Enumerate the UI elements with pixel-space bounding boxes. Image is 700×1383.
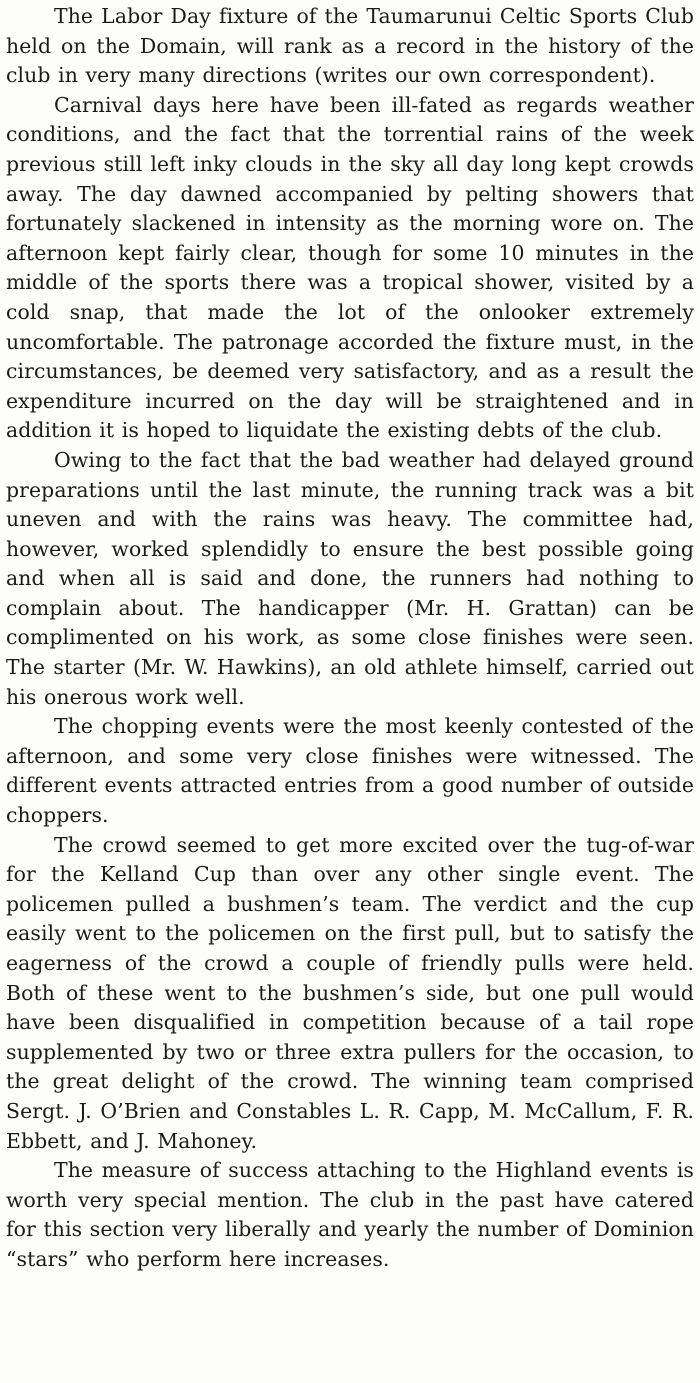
- paragraph-weather-conditions: Carnival days here have been ill-fated as regards weather conditions, and the fact that the torrential rains of the week previous still left inky clouds in the sky all day long kept crowds away. The day dawned accompanied by pelting showers that fortunately slackened in intensity as the morning wore on. The afternoon kept fairly clear, though for some 10 minutes in the middle of the sports there was a tropical shower, visited by a cold snap, that made the lot of the onlooker extremely uncomfortable. The patronage accorded the fixture must, in the circumstances, be deemed very satisfactory, and as a result the expenditure incurred on the day will be straightened and in addition it is hoped to liquidate the existing debts of the club.: [6, 92, 694, 443]
- paragraph-chopping-events: The chopping events were the most keenly contested of the afternoon, and some very close finishes were witnessed. The different events attracted entries from a good number of outside choppers.: [6, 714, 694, 828]
- paragraph-labor-day-fixture: The Labor Day fixture of the Taumarunui Celtic Sports Club held on the Domain, will rank as a record in the history of the club in very many directions (writes our own correspondent).: [6, 4, 694, 88]
- paragraph-tug-of-war: The crowd seemed to get more excited over the tug-of-war for the Kelland Cup than over any other single event. The policemen pulled a bushmen’s team. The verdict and the cup easily went to the policemen on the first pull, but to satisfy the eagerness of the crowd a couple of friendly pulls were held. Both of these went to the bushmen’s side, but one pull would have been disqualified in competition because of a tail rope supplemented by two or three extra pullers for the occasion, to the great delight of the crowd. The winning team comprised Sergt. J. O’Brien and Constables L. R. Capp, M. McCallum, F. R. Ebbett, and J. Mahoney.: [6, 832, 694, 1153]
- paragraph-running-track: Owing to the fact that the bad weather had delayed ground preparations until the last minute, the running track was a bit uneven and with the rains was heavy. The committee had, however, worked splendidly to ensure the best possible going and when all is said and done, the runners had nothing to complain about. The handicapper (Mr. H. Grattan) can be complimented on his work, as some close finishes were seen. The starter (Mr. W. Hawkins), an old athlete himself, carried out his onerous work well.: [6, 447, 694, 709]
- paragraph-highland-events: The measure of success attaching to the Highland events is worth very special mention. The club in the past have catered for this section very liberally and yearly the number of Dominion “stars” who perform here increases.: [6, 1158, 694, 1271]
- article-body: [6, 2, 694, 1275]
